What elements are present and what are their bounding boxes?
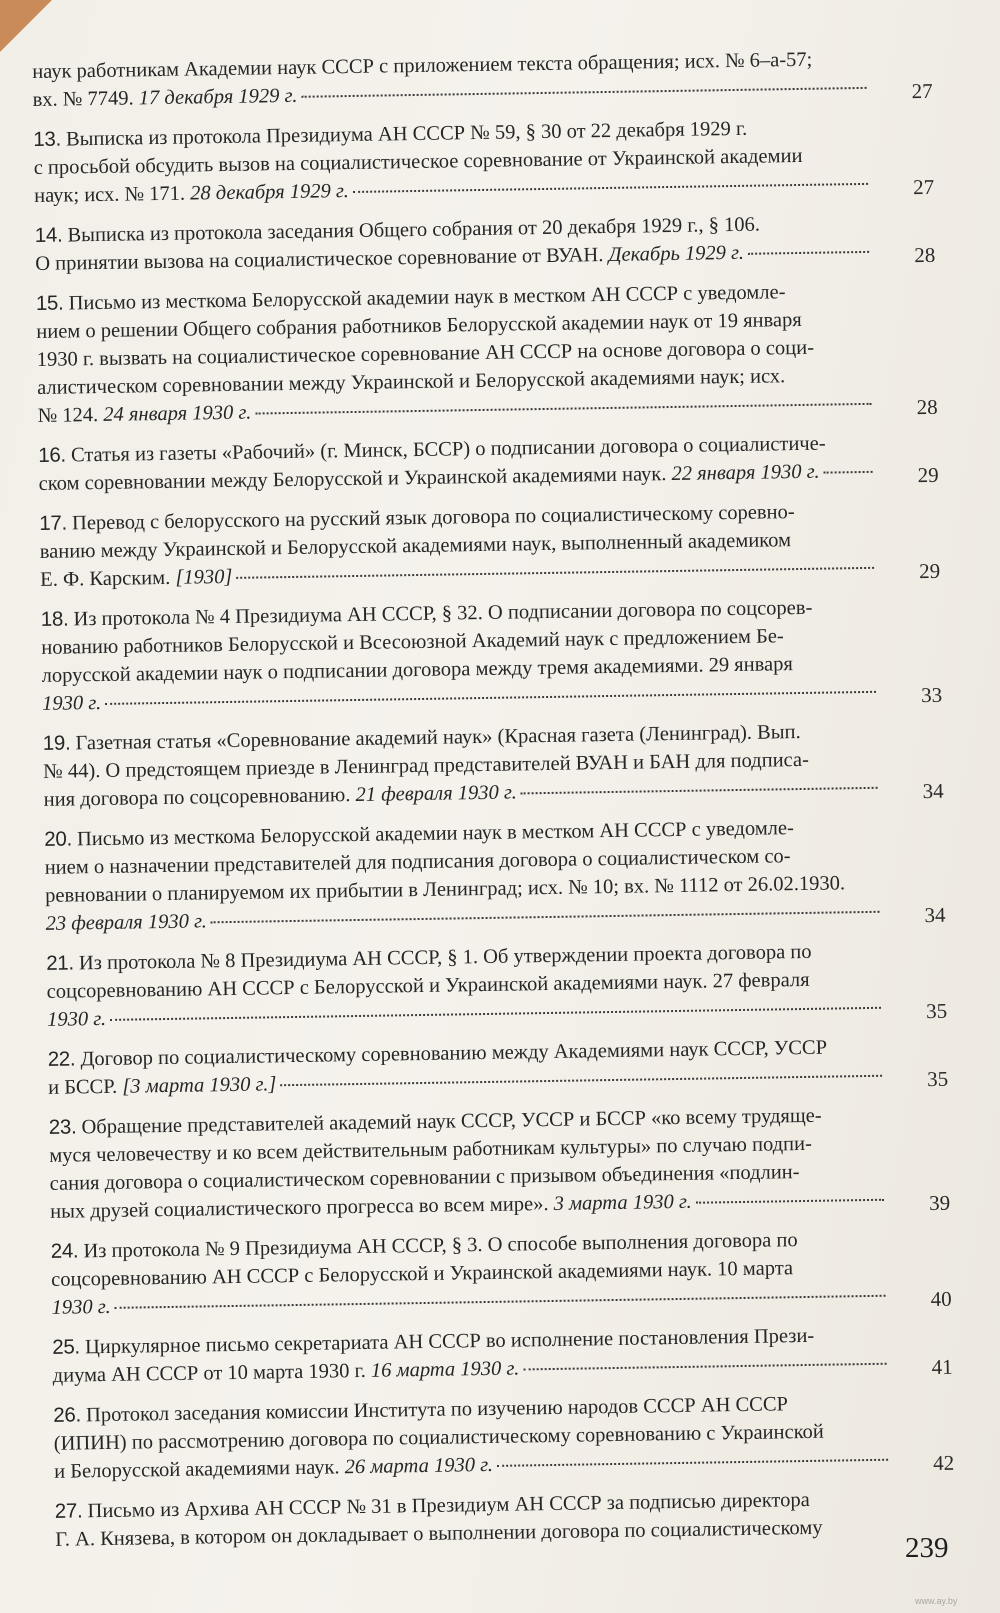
dot-leader bbox=[301, 81, 866, 98]
dot-leader bbox=[521, 781, 878, 795]
entry-number: 13. bbox=[33, 127, 62, 151]
entry-last-text bbox=[47, 1005, 106, 1034]
toc-entry bbox=[55, 1484, 956, 1554]
entry-last-text bbox=[43, 778, 517, 813]
entry-text: и Белорусской академиями наук. bbox=[54, 1456, 340, 1483]
entry-date: 1930 г. bbox=[46, 1007, 107, 1031]
entry-page: 27 bbox=[912, 174, 935, 200]
page-number: 239 bbox=[905, 1532, 949, 1564]
entry-text: соцсоревнованию АН СССР с Белорусской и Украинской академиями наук. 10 марта bbox=[51, 1257, 794, 1291]
entry-date: 22 января 1930 г. bbox=[671, 460, 820, 486]
dot-leader bbox=[115, 1289, 886, 1309]
entry-date: 1930 г. bbox=[41, 691, 102, 715]
entry-number: 19. bbox=[42, 731, 71, 755]
entry-text: соцсоревнованию АН СССР с Белорусской и Украинской академиями наук. 27 февраля bbox=[46, 968, 810, 1003]
entry-date: [1930] bbox=[175, 565, 233, 589]
toc-entry bbox=[46, 936, 947, 1034]
dot-leader bbox=[523, 1357, 886, 1371]
dot-leader bbox=[497, 1453, 888, 1467]
entry-date: [3 марта 1930 г.] bbox=[122, 1073, 277, 1098]
entry-date: 26 марта 1930 г. bbox=[344, 1453, 494, 1479]
entry-text: Е. Ф. Карским. bbox=[40, 566, 171, 591]
entry-text: Договор по социалистическому соревнованию между Академиями наук СССР, УССР bbox=[80, 1036, 828, 1071]
entry-text: Газетная статья «Соревнование академий наук» (Красная газета (Ленинград). Вып. bbox=[75, 721, 801, 755]
entry-number: 23. bbox=[48, 1115, 77, 1139]
table-of-contents bbox=[32, 44, 956, 1566]
entry-text: и БССР. bbox=[48, 1075, 118, 1099]
entry-page: 27 bbox=[911, 78, 933, 104]
entry-text: Выписка из протокола Президиума АН СССР № 59, § 30 от 22 декабря 1929 г. bbox=[65, 117, 748, 151]
entry-date: 3 марта 1930 г. bbox=[553, 1190, 692, 1215]
entry-date: 28 декабря 1929 г. bbox=[190, 180, 349, 205]
entry-text: Обращение представителей академий наук СССР, УССР и БССР «ко всему трудяще- bbox=[81, 1104, 822, 1139]
entry-page: 39 bbox=[928, 1190, 951, 1216]
entry-number: 21. bbox=[46, 951, 75, 975]
entry-text: лорусской академии наук о подписании договора между тремя академиями. 29 января bbox=[41, 653, 793, 687]
entry-number: 27. bbox=[54, 1499, 83, 1523]
entry-page: 40 bbox=[930, 1286, 952, 1312]
page-corner bbox=[0, 0, 52, 52]
entry-page: 29 bbox=[917, 462, 939, 488]
entry-text: алистическом соревновании между Украинской и Белорусской академиями наук; исх. bbox=[37, 365, 786, 399]
entry-text: с просьбой обсудить вызов на социалистическое соревнование от Украинской академии bbox=[33, 144, 803, 179]
entry-last-text bbox=[45, 907, 207, 938]
entry-text: нованию работников Белорусской и Всесоюзной Академий наук с предложением Бе- bbox=[41, 625, 784, 659]
entry-page: 28 bbox=[914, 242, 936, 268]
entry-last-text bbox=[42, 689, 101, 718]
entry-number: 14. bbox=[34, 223, 63, 247]
entry-page: 35 bbox=[925, 998, 948, 1024]
dot-leader bbox=[748, 245, 869, 255]
entry-text: Из протокола № 4 Президиума АН СССР, § 32. О подписании договора по соцсорев- bbox=[73, 596, 813, 631]
entry-page: 35 bbox=[926, 1066, 949, 1092]
dot-leader bbox=[823, 465, 872, 474]
entry-text: нием о решении Общего собрания работников Белорусской академии наук от 19 января bbox=[36, 308, 802, 343]
entry-last-text bbox=[48, 1070, 277, 1102]
entry-page: 42 bbox=[932, 1450, 955, 1476]
entry-number: 26. bbox=[53, 1403, 82, 1427]
entry-text: вх. № 7749. bbox=[32, 87, 134, 111]
toc-entry bbox=[43, 716, 944, 814]
entry-text: Выписка из протокола заседания Общего собрания от 20 декабря 1929 г., § 106. bbox=[67, 213, 761, 247]
entry-last-text bbox=[51, 1293, 110, 1322]
entry-text: Протокол заседания комиссии Института по изучению народов СССР АН СССР bbox=[85, 1393, 789, 1427]
dot-leader bbox=[255, 397, 871, 415]
entry-number: 20. bbox=[44, 827, 73, 851]
entry-date: 21 февраля 1930 г. bbox=[355, 781, 517, 807]
entry-text: Письмо из месткома Белорусской академии наук в местком АН СССР с уведомле- bbox=[76, 817, 795, 851]
entry-number: 15. bbox=[35, 291, 64, 315]
entry-text: № 124. bbox=[37, 404, 99, 427]
entry-number: 18. bbox=[40, 607, 69, 631]
toc-entry bbox=[53, 1388, 954, 1486]
entry-text: Письмо из Архива АН СССР № 31 в Президиум АН СССР за подписью директора bbox=[87, 1488, 810, 1523]
entry-text: нием о назначении представителей для подписания договора о социалистическом со- bbox=[44, 845, 791, 879]
entry-text: ных друзей социалистического прогресса во всем мире». bbox=[49, 1193, 549, 1223]
toc-entry bbox=[52, 1320, 953, 1390]
entry-number: 24. bbox=[50, 1239, 79, 1263]
entry-text: № 44). О предстоящем приезде в Ленинград представителей ВУАН и БАН для подписа- bbox=[43, 748, 810, 783]
dot-leader bbox=[236, 561, 874, 579]
entry-page: 34 bbox=[924, 902, 946, 928]
entry-text: О принятии вызова на социалистическое соревнование от ВУАН. bbox=[35, 244, 604, 275]
entry-date: 1930 г. bbox=[51, 1295, 111, 1319]
entry-text: ревновании о планируемом их прибытии в Ленинград; исх. № 10; вх. № 1112 от 26.02.1930. bbox=[44, 872, 846, 907]
entry-text: сания договора о социалистическом соревновании с призывом объединения «подлин- bbox=[49, 1161, 800, 1195]
entry-text: наук работникам Академии наук СССР с приложением текста обращения; исх. № 6–а-57; bbox=[32, 48, 813, 83]
entry-number: 22. bbox=[47, 1047, 76, 1071]
entry-text: Статья из газеты «Рабочий» (г. Минск, БССР) о подписании договора о социалистиче- bbox=[70, 432, 826, 467]
toc-entry bbox=[41, 592, 943, 718]
dot-leader bbox=[105, 685, 876, 705]
entry-last-text bbox=[37, 399, 251, 430]
entry-date: 16 марта 1930 г. bbox=[370, 1357, 520, 1382]
dot-leader bbox=[110, 1001, 881, 1021]
dot-leader bbox=[353, 177, 868, 193]
entry-page: 29 bbox=[918, 558, 941, 584]
entry-text: Из протокола № 9 Президиума АН СССР, § 3. О способе выполнения договора по bbox=[83, 1229, 798, 1263]
toc-entry bbox=[33, 112, 934, 210]
entry-page: 34 bbox=[922, 778, 944, 804]
entry-number: 17. bbox=[39, 511, 68, 535]
entry-date: 24 января 1930 г. bbox=[103, 401, 252, 426]
dot-leader bbox=[696, 1193, 884, 1204]
toc-entry bbox=[35, 208, 936, 278]
entry-page: 33 bbox=[920, 682, 943, 708]
entry-date: 23 февраля 1930 г. bbox=[45, 910, 208, 935]
entry-last-text bbox=[52, 1355, 519, 1390]
entry-text: диума АН СССР от 10 марта 1930 г. bbox=[52, 1359, 366, 1387]
toc-entry bbox=[44, 812, 946, 938]
entry-text: Г. А. Князева, в котором он докладывает о выполнении договора по социалистическому bbox=[55, 1516, 823, 1551]
toc-entry bbox=[32, 44, 933, 114]
entry-date: Декабрь 1929 г. bbox=[608, 241, 745, 266]
toc-entry bbox=[39, 496, 940, 594]
toc-entry bbox=[48, 1032, 949, 1102]
entry-last-text bbox=[32, 82, 297, 114]
entry-number: 16. bbox=[38, 443, 67, 467]
entry-text: Письмо из месткома Белорусской академии наук в местком АН СССР с уведомле- bbox=[68, 281, 786, 315]
entry-text: (ИПИН) по рассмотрению договора по социалистическому соревнованию с Украинской bbox=[53, 1420, 824, 1455]
toc-entry bbox=[36, 276, 938, 430]
entry-text: муся человечеству и ко всем действительным работникам культуры» по случаю подпи- bbox=[49, 1132, 813, 1167]
entry-text: Из протокола № 8 Президиума АН СССР, § 1. Об утверждении проекта договора по bbox=[78, 940, 812, 975]
entry-text: наук; исх. № 171. bbox=[33, 182, 186, 207]
entry-page: 28 bbox=[916, 394, 938, 420]
entry-last-text bbox=[40, 563, 233, 594]
toc-entry bbox=[49, 1100, 951, 1226]
entry-text: 1930 г. вызвать на социалистическое соревнование АН СССР на основе договора о соци- bbox=[36, 336, 815, 371]
entry-text: ния договора по соцсоревнованию. bbox=[43, 784, 351, 811]
entry-text: Циркулярное письмо секретариата АН СССР во исполнение постановления Прези- bbox=[84, 1324, 815, 1359]
entry-page: 41 bbox=[931, 1354, 953, 1380]
entry-text: ском соревновании между Белорусской и Украинской академиями наук. bbox=[38, 463, 667, 495]
dot-leader bbox=[280, 1069, 882, 1086]
entry-text: ванию между Украинской и Белорусской академиями наук, выполненный академиком bbox=[39, 529, 792, 563]
entry-text: Перевод с белорусского на русский язык договора по социалистическому соревно- bbox=[71, 501, 795, 535]
toc-entry bbox=[51, 1224, 952, 1322]
entry-last-text bbox=[54, 1451, 493, 1486]
dot-leader bbox=[211, 905, 880, 924]
watermark: www.ay.by bbox=[915, 1596, 958, 1606]
toc-entry bbox=[38, 428, 939, 498]
entry-number: 25. bbox=[52, 1335, 81, 1359]
entry-last-text bbox=[34, 177, 349, 210]
entry-date: 17 декабря 1929 г. bbox=[138, 84, 298, 110]
